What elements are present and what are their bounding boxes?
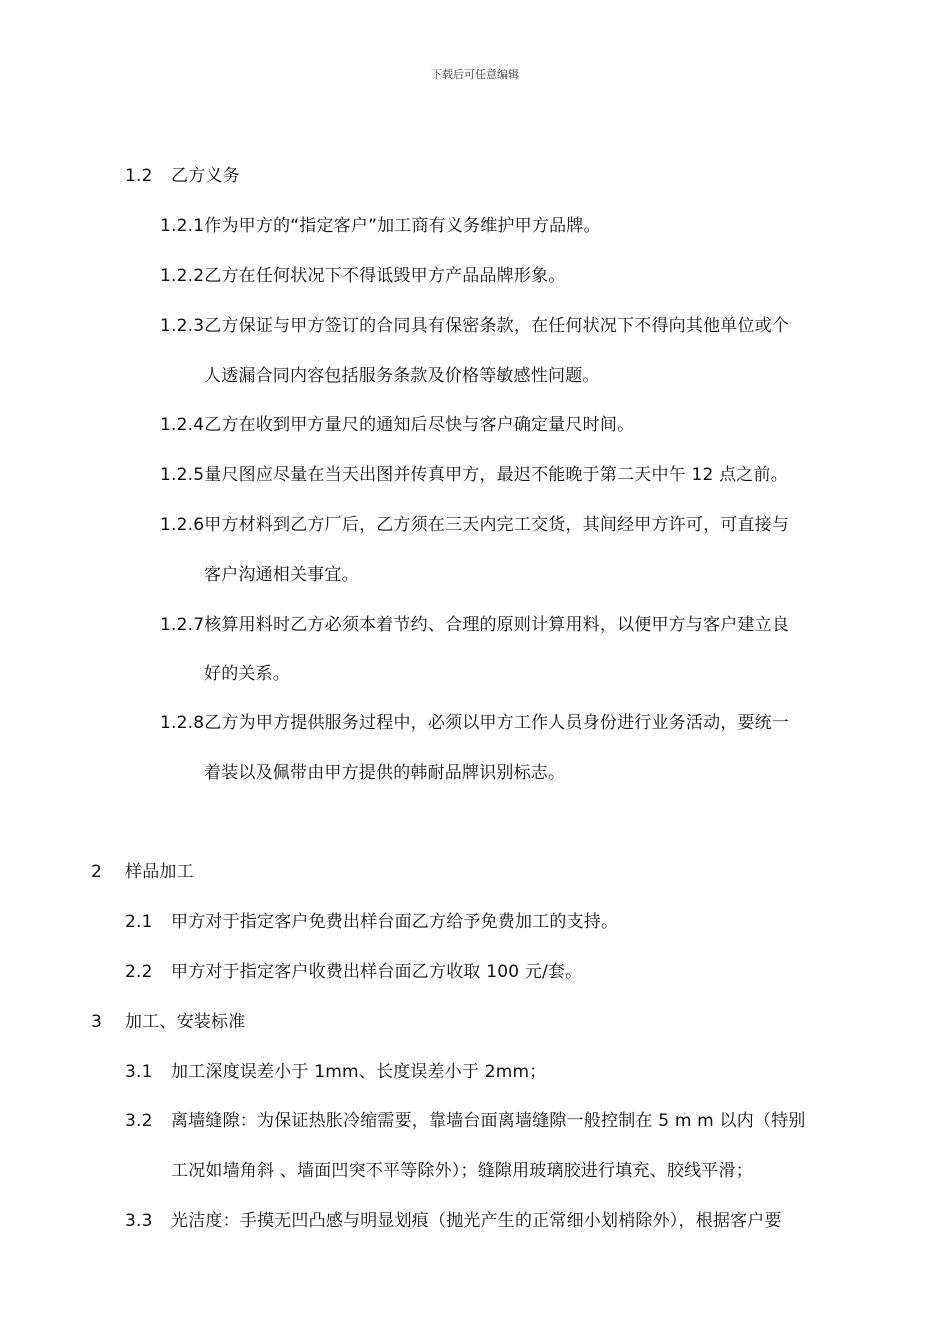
item-text: 光洁度：手摸无凹凸感与明显划痕（抛光产生的正常细小划梢除外），根据客户要 xyxy=(171,1211,782,1231)
list-item-1-2-7 xyxy=(160,615,789,635)
item-number: 3.3 xyxy=(125,1211,153,1231)
item-text: 作为甲方的“指定客户”加工商有义务维护甲方品牌。 xyxy=(204,216,601,236)
item-text: 甲方对于指定客户收费出样台面乙方收取 100 元/套。 xyxy=(171,962,583,982)
item-number: 2.1 xyxy=(125,912,153,932)
section-number: 3 xyxy=(91,1012,103,1032)
list-item-3-2 xyxy=(125,1111,806,1131)
item-text: 离墙缝隙：为保证热胀冷缩需要，靠墙台面离墙缝隙一般控制在 5 m m 以内（特别 xyxy=(171,1111,806,1131)
item-number: 3.2 xyxy=(125,1111,153,1131)
item-number: 3.1 xyxy=(125,1062,153,1082)
list-item-1-2-2 xyxy=(160,266,565,286)
item-number: 1.2.4 xyxy=(160,415,205,435)
item-number: 1.2.8 xyxy=(160,713,205,733)
item-number: 2.2 xyxy=(125,962,153,982)
list-item-1-2-3 xyxy=(160,316,789,336)
item-text: 乙方在收到甲方量尺的通知后尽快与客户确定量尺时间。 xyxy=(204,415,635,435)
list-item-continuation: 人透漏合同内容包括服务条款及价格等敏感性问题。 xyxy=(204,366,600,386)
section-title: 加工、安装标准 xyxy=(125,1012,246,1032)
list-item-3-3 xyxy=(125,1211,782,1231)
section-heading-1-2 xyxy=(125,166,240,186)
list-item-2-1 xyxy=(125,912,618,932)
item-number: 1.2.3 xyxy=(160,316,205,336)
list-item-1-2-8 xyxy=(160,713,789,733)
section-number: 1.2 xyxy=(125,166,153,186)
list-item-1-2-1 xyxy=(160,216,601,236)
list-item-continuation: 客户沟通相关事宜。 xyxy=(204,565,359,585)
item-text: 甲方对于指定客户免费出样台面乙方给予免费加工的支持。 xyxy=(171,912,619,932)
item-number: 1.2.7 xyxy=(160,615,205,635)
section-title: 乙方义务 xyxy=(171,166,240,186)
item-text: 甲方材料到乙方厂后，乙方须在三天内完工交货，其间经甲方许可，可直接与 xyxy=(204,515,790,535)
item-number: 1.2.2 xyxy=(160,266,205,286)
item-text: 核算用料时乙方必须本着节约、合理的原则计算用料，以便甲方与客户建立良 xyxy=(204,615,790,635)
item-text: 量尺图应尽量在当天出图并传真甲方，最迟不能晚于第二天中午 12 点之前。 xyxy=(204,465,788,485)
item-text: 乙方保证与甲方签订的合同具有保密条款，在任何状况下不得向其他单位或个 xyxy=(204,316,790,336)
item-text: 乙方在任何状况下不得诋毁甲方产品品牌形象。 xyxy=(204,266,566,286)
section-title: 样品加工 xyxy=(125,862,194,882)
list-item-1-2-5 xyxy=(160,465,788,485)
list-item-continuation: 着装以及佩带由甲方提供的韩耐品牌识别标志。 xyxy=(204,763,566,783)
item-text: 乙方为甲方提供服务过程中，必须以甲方工作人员身份进行业务活动，要统一 xyxy=(204,713,790,733)
section-number: 2 xyxy=(91,862,103,882)
header-note: 下载后可任意编辑 xyxy=(431,68,519,81)
item-number: 1.2.1 xyxy=(160,216,205,236)
list-item-continuation: 好的关系。 xyxy=(204,664,290,684)
list-item-2-2 xyxy=(125,962,582,982)
list-item-3-1 xyxy=(125,1062,546,1082)
section-heading-3 xyxy=(91,1012,245,1032)
item-text: 加工深度误差小于 1mm、长度误差小于 2mm； xyxy=(171,1062,547,1082)
list-item-continuation: 工况如墙角斜 、墙面凹突不平等除外）；缝隙用玻璃胶进行填充、胶线平滑； xyxy=(171,1161,753,1181)
item-number: 1.2.5 xyxy=(160,465,205,485)
item-number: 1.2.6 xyxy=(160,515,205,535)
list-item-1-2-6 xyxy=(160,515,789,535)
section-heading-2 xyxy=(91,862,194,882)
list-item-1-2-4 xyxy=(160,415,634,435)
